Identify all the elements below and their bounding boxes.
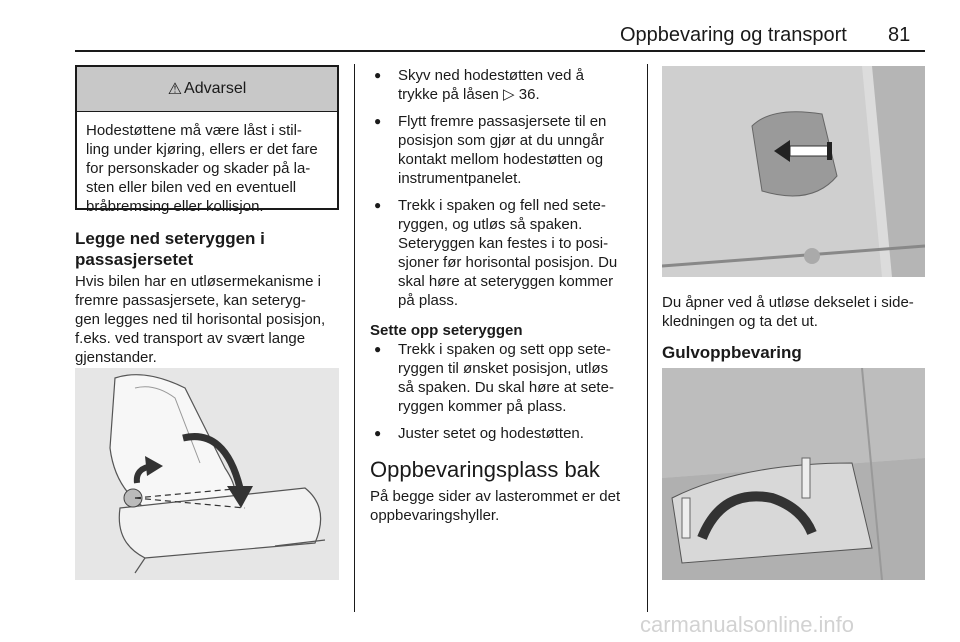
floor-storage-photo bbox=[662, 368, 925, 580]
warning-line: ling under kjøring, ellers er det fare bbox=[86, 141, 318, 158]
bullet-line: posisjon som gjør at du unngår bbox=[398, 132, 604, 149]
bullet-item bbox=[370, 196, 638, 310]
paragraph-line: Hvis bilen har en utløsermekanisme i bbox=[75, 273, 321, 290]
warning-line: for personskader og skader på la- bbox=[86, 160, 311, 177]
warning-text bbox=[77, 112, 337, 216]
section-heading-fold-seat bbox=[75, 228, 345, 270]
bullet-line: ryggen kommer på plass. bbox=[398, 398, 567, 415]
bullet-item bbox=[370, 112, 638, 188]
bullet-line: kontakt mellom hodestøtten og bbox=[398, 151, 604, 168]
side-panel-caption bbox=[662, 293, 932, 331]
caption-line: kledningen og ta det ut. bbox=[662, 313, 818, 330]
bullet-line: ● Trekk i spaken og sett opp sete- bbox=[398, 341, 611, 358]
bullet-line: ryggen til ønsket posisjon, utløs bbox=[398, 360, 609, 377]
bullet-line: ● Flytt fremre passasjersete til en bbox=[398, 113, 607, 130]
bullet-line: ● Trekk i spaken og fell ned sete- bbox=[398, 197, 606, 214]
paragraph-line: På begge sider av lasterommet er det bbox=[370, 488, 621, 505]
bullet-line: så spaken. Du skal høre at sete- bbox=[398, 379, 614, 396]
bullet-line: sjoner før horisontal posisjon. Du bbox=[398, 254, 618, 271]
paragraph-line: gjenstander. bbox=[75, 349, 157, 366]
page-header-title: Oppbevaring og transport bbox=[620, 24, 847, 46]
footer-watermark: carmanualsonline.info bbox=[640, 612, 855, 637]
bullet-line: trykke på låsen ▷ 36. bbox=[398, 86, 540, 103]
heading-line: passasjersetet bbox=[75, 250, 194, 269]
fold-seat-paragraph bbox=[75, 272, 347, 367]
bullet-line: ● Skyv ned hodestøtten ved å bbox=[398, 67, 584, 84]
bullet-line: skal høre at seteryggen kommer bbox=[398, 273, 614, 290]
bullet-line: på plass. bbox=[398, 292, 459, 309]
bullet-line: ryggen, og utløs så spaken. bbox=[398, 216, 583, 233]
heading-line: Legge ned seteryggen i bbox=[75, 229, 265, 248]
header-rule bbox=[75, 50, 925, 52]
warning-box bbox=[75, 65, 339, 215]
seat-fold-illustration bbox=[75, 368, 339, 580]
paragraph-line: fremre passasjersete, kan seteryg- bbox=[75, 292, 306, 309]
warning-header bbox=[77, 67, 337, 112]
caption-line: Du åpner ved å utløse dekselet i side- bbox=[662, 294, 914, 311]
middle-column bbox=[370, 66, 638, 525]
bullet-line: Seteryggen kan festes i to posi- bbox=[398, 235, 609, 252]
bullet-line: ● Juster setet og hodestøtten. bbox=[398, 425, 584, 442]
side-panel-cover-photo bbox=[662, 66, 925, 277]
paragraph-line: f.eks. ved transport av svært lange bbox=[75, 330, 306, 347]
paragraph-line: gen legges ned til horisontal posisjon, bbox=[75, 311, 326, 328]
bullet-item bbox=[370, 340, 638, 416]
bullet-item bbox=[370, 66, 638, 104]
warning-line: sten eller bilen ved en eventuell bbox=[86, 179, 297, 196]
warning-line: bråbremsing eller kollisjon. bbox=[86, 198, 264, 215]
paragraph-line: oppbevaringshyller. bbox=[370, 507, 500, 524]
column-divider bbox=[647, 64, 648, 612]
rear-storage-paragraph bbox=[370, 487, 638, 525]
subheading-raise-seat: Sette opp seteryggen bbox=[370, 322, 523, 339]
section-heading-floor-storage: Gulvoppbevaring bbox=[662, 343, 802, 362]
column-divider bbox=[354, 64, 355, 612]
bullet-line: instrumentpanelet. bbox=[398, 170, 522, 187]
warning-line: Hodestøttene må være låst i stil- bbox=[86, 122, 302, 139]
warning-title: Advarsel bbox=[184, 80, 247, 97]
section-heading-rear-storage: Oppbevaringsplass bak bbox=[370, 457, 600, 482]
bullet-item bbox=[370, 424, 638, 443]
warning-triangle-icon: ⚠ bbox=[167, 81, 183, 98]
page-number: 81 bbox=[888, 24, 911, 46]
